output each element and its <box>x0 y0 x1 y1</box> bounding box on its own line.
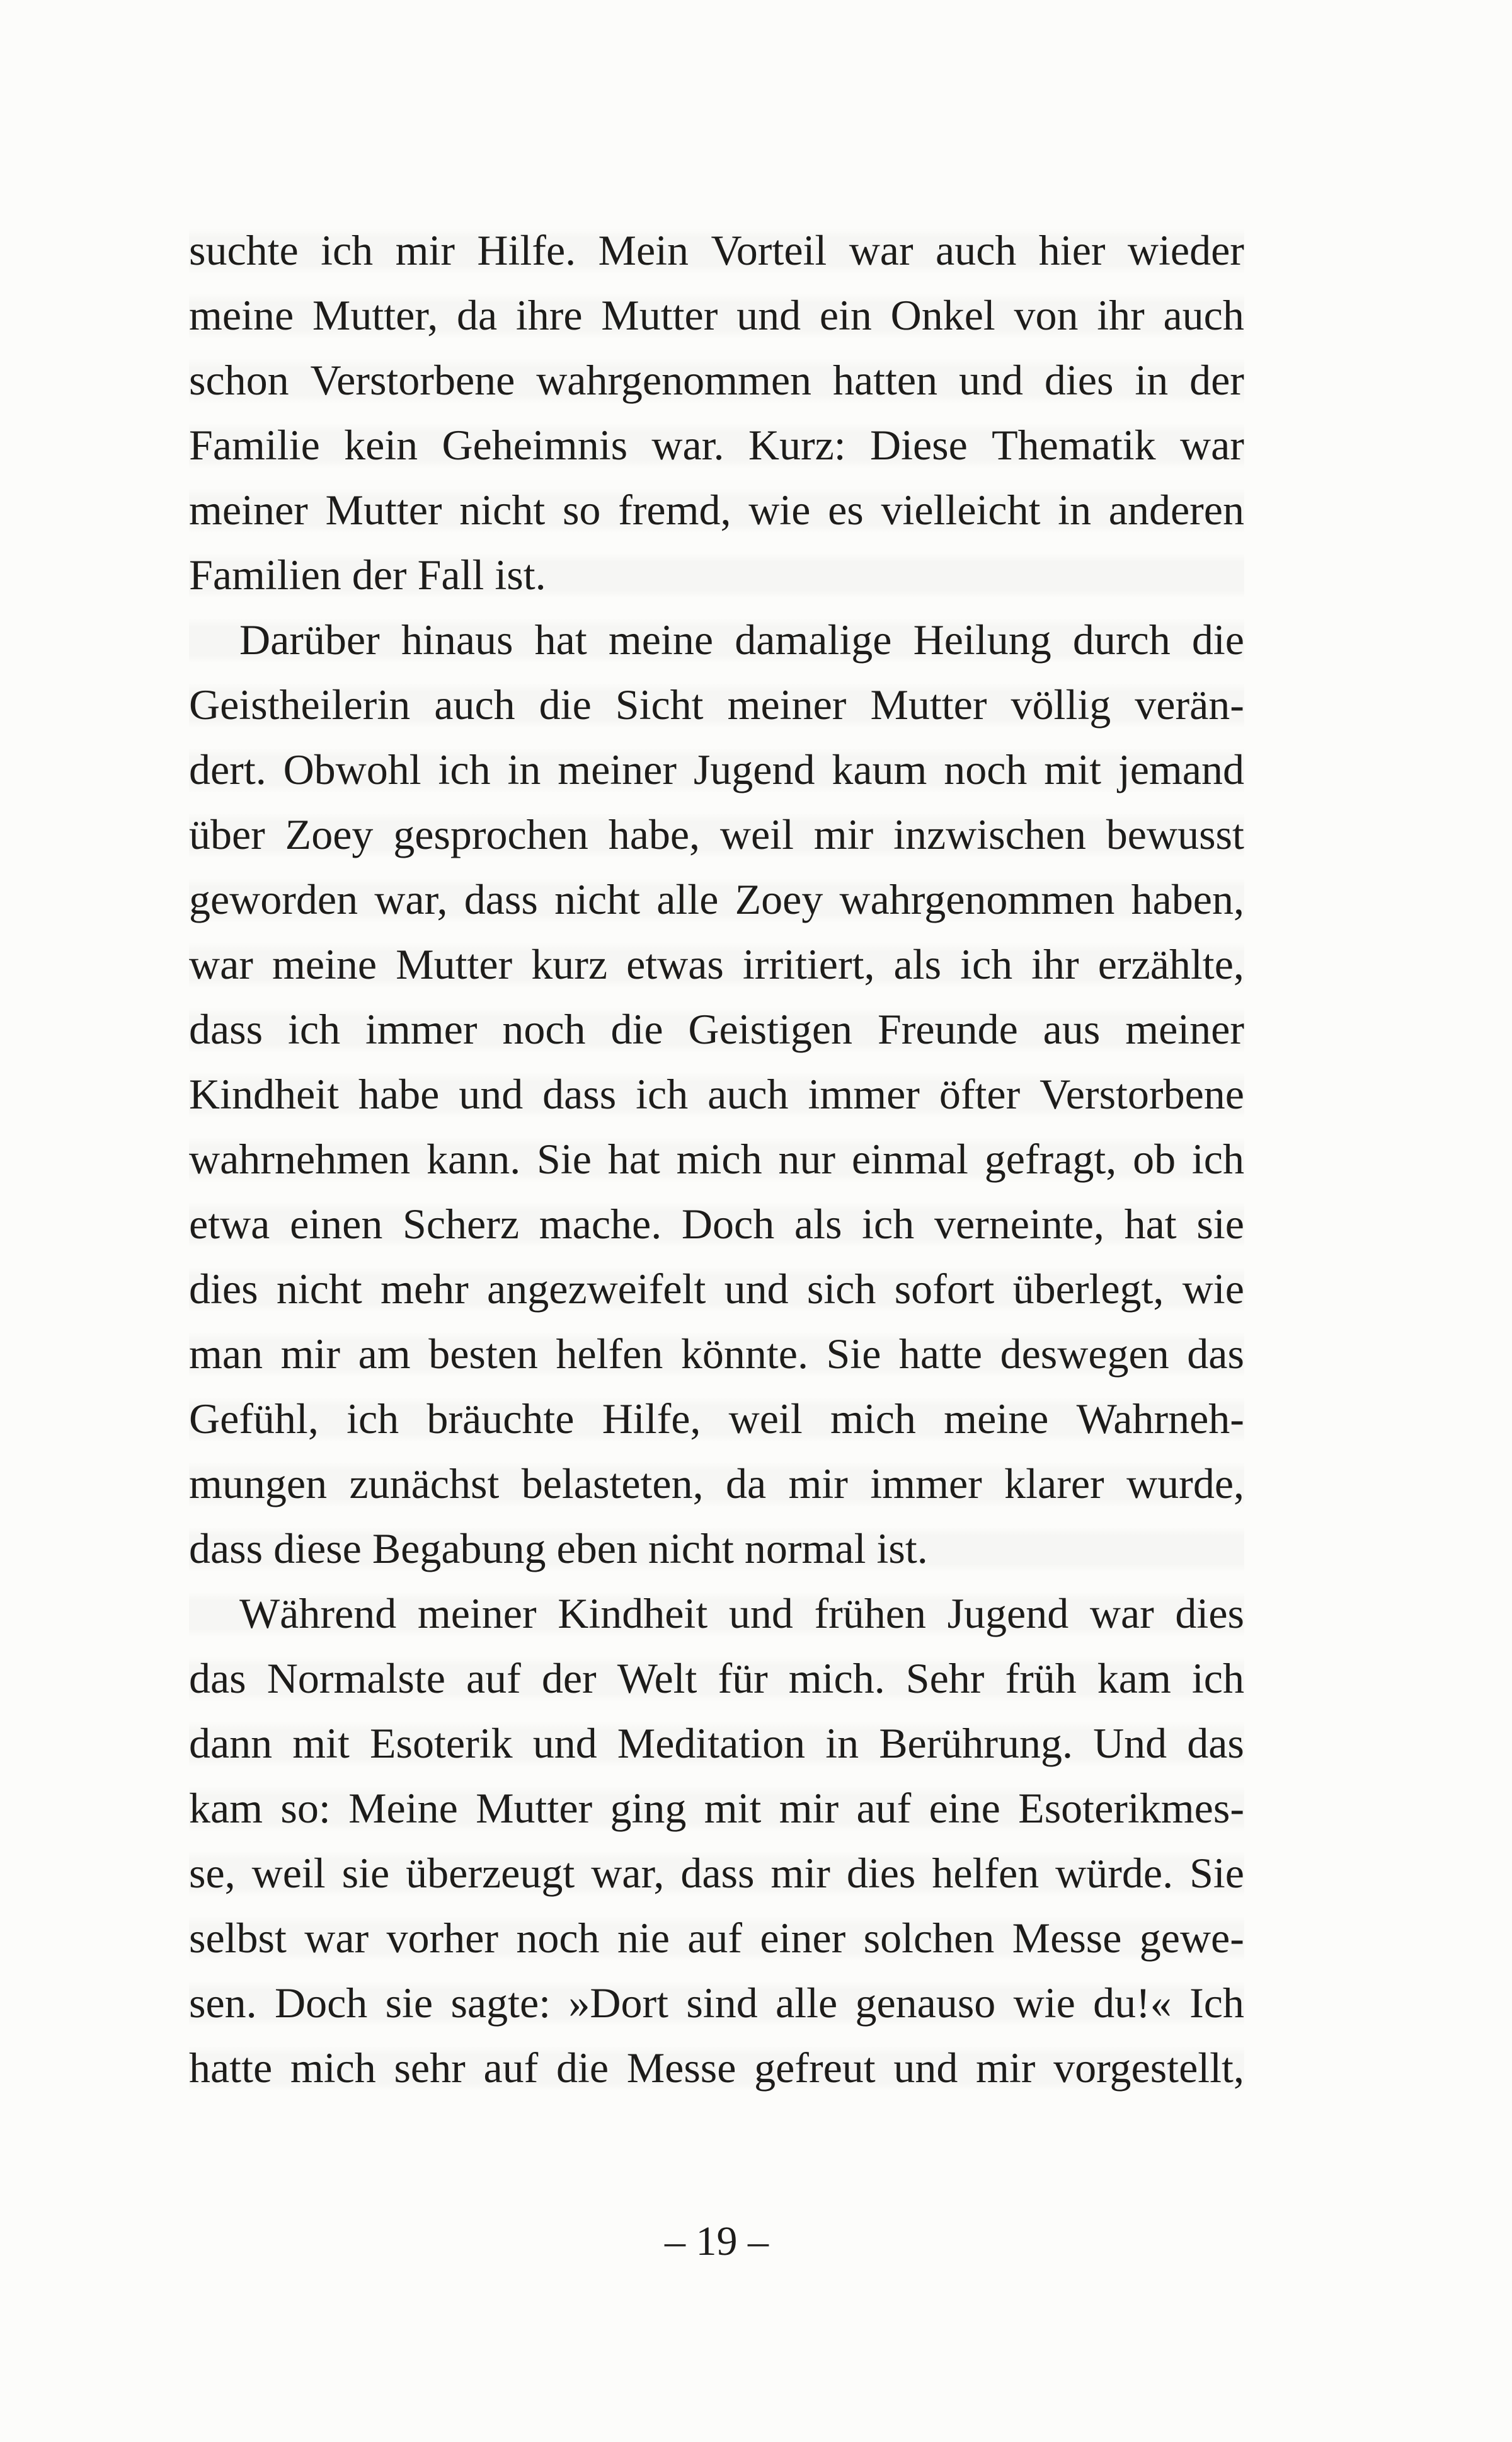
word: helfen <box>932 1849 1040 1897</box>
text-line <box>189 1192 1244 1257</box>
word: Verstorbene <box>310 356 515 404</box>
word: mit <box>1044 746 1101 793</box>
word: Wahrneh- <box>1076 1395 1244 1443</box>
word: öfter <box>939 1070 1021 1118</box>
word: frühen <box>814 1589 926 1637</box>
word: das <box>1187 1719 1244 1767</box>
word: war <box>189 940 253 988</box>
word: bräuchte <box>427 1395 575 1443</box>
text-line <box>189 1646 1244 1711</box>
word: überzeugt <box>406 1849 575 1897</box>
word: Mutter <box>325 486 442 534</box>
word: nur <box>778 1135 836 1183</box>
word: meiner <box>1125 1005 1244 1053</box>
word: würde. <box>1055 1849 1174 1897</box>
word: Kindheit <box>558 1589 708 1637</box>
word: war. <box>651 421 724 469</box>
word: besten <box>428 1330 538 1378</box>
word: auch <box>707 1070 789 1118</box>
word: kurz <box>531 940 608 988</box>
word: Geistheilerin <box>189 681 411 729</box>
word: Gefühl, <box>189 1395 319 1443</box>
word: einen <box>290 1200 383 1248</box>
word: kam <box>1097 1654 1171 1702</box>
word: war <box>1089 1589 1154 1637</box>
word: immer <box>870 1460 982 1507</box>
word: geworden <box>189 875 358 923</box>
word: dass <box>542 1070 617 1118</box>
word: wie <box>748 486 811 534</box>
word: nie <box>617 1914 670 1962</box>
word: alle <box>656 875 719 923</box>
word: »Dort <box>568 1979 669 2027</box>
word: Hilfe. <box>477 226 576 274</box>
word: mich <box>290 2044 376 2092</box>
word: mache. <box>539 1200 662 1248</box>
text-line <box>189 218 1244 283</box>
word: meine <box>272 940 377 988</box>
word: war <box>849 226 914 274</box>
text-line <box>189 737 1244 802</box>
word: dies <box>846 1849 916 1897</box>
word: meiner <box>189 486 308 534</box>
word: mir <box>770 1849 830 1897</box>
word: wahrgenommen <box>839 875 1115 923</box>
word: Esoterikmes- <box>1018 1784 1244 1832</box>
word: Jugend <box>947 1589 1069 1637</box>
word: Onkel <box>890 291 995 339</box>
word: mir <box>788 1460 848 1507</box>
word: Mein <box>598 226 689 274</box>
word: der <box>541 1654 597 1702</box>
word: und <box>893 2044 958 2092</box>
text-line <box>189 1257 1244 1322</box>
word: schon <box>189 356 289 404</box>
word: einer <box>760 1914 846 1962</box>
word: meiner <box>417 1589 537 1637</box>
word: meine <box>944 1395 1049 1443</box>
text-line <box>189 932 1244 997</box>
word: genauso <box>855 1979 996 2027</box>
word: ihr <box>1097 291 1145 339</box>
word: verän- <box>1135 681 1244 729</box>
word: und <box>724 1265 789 1313</box>
word: die <box>1191 616 1244 664</box>
word: mungen <box>189 1460 328 1507</box>
word: ich <box>288 1005 341 1053</box>
word: die <box>610 1005 663 1053</box>
word: auch <box>936 226 1017 274</box>
word: es <box>828 486 864 534</box>
word: Mutter <box>476 1784 593 1832</box>
word: das <box>1187 1330 1244 1378</box>
word: hatten <box>832 356 938 404</box>
word: einmal <box>851 1135 968 1183</box>
word: Jugend <box>693 746 815 793</box>
word: Diese <box>869 421 968 469</box>
word: dert. <box>189 746 266 793</box>
word: solchen <box>863 1914 995 1962</box>
text-line <box>189 283 1244 348</box>
word: kann. <box>427 1135 521 1183</box>
word: ihr <box>1031 940 1079 988</box>
word: mir <box>813 810 874 858</box>
word: als <box>893 940 942 988</box>
word: Ich <box>1189 1979 1244 2027</box>
word: mit <box>704 1784 762 1832</box>
word: Vorteil <box>711 226 827 274</box>
word: so: <box>280 1784 331 1832</box>
word: belasteten, <box>521 1460 704 1507</box>
word: hier <box>1038 226 1106 274</box>
word: Doch <box>274 1979 368 2027</box>
word: Mutter, <box>312 291 438 339</box>
word: Familie <box>189 421 320 469</box>
word: vorher <box>386 1914 498 1962</box>
word: über <box>189 810 265 858</box>
word: Mutter <box>601 291 718 339</box>
word: ich <box>862 1200 915 1248</box>
word: Geheimnis <box>442 421 628 469</box>
text-line <box>189 867 1244 932</box>
word: kein <box>344 421 418 469</box>
word: Mutter <box>396 940 513 988</box>
word: in <box>825 1719 859 1767</box>
word: jemand <box>1118 746 1244 793</box>
text-line <box>189 1322 1244 1386</box>
word: Obwohl <box>283 746 421 793</box>
text-line <box>189 1906 1244 1971</box>
word: weil <box>251 1849 326 1897</box>
text-line <box>189 2036 1244 2100</box>
word: weil <box>728 1395 803 1443</box>
word: meiner <box>727 681 847 729</box>
word: mich. <box>788 1654 885 1702</box>
word: gefreut <box>754 2044 876 2092</box>
text-line <box>189 413 1244 478</box>
word: ging <box>610 1784 687 1832</box>
text-line <box>189 997 1244 1062</box>
word: mir <box>395 226 455 274</box>
word: war, <box>591 1849 665 1897</box>
word: völlig <box>1011 681 1111 729</box>
word: mich <box>676 1135 762 1183</box>
text-line <box>189 1062 1244 1127</box>
text-line <box>189 1581 1244 1646</box>
word: in <box>1058 486 1092 534</box>
word: ich <box>960 940 1013 988</box>
word: hat <box>534 616 587 664</box>
word: selbst <box>189 1914 287 1962</box>
word: habe <box>358 1070 440 1118</box>
word: sich <box>806 1265 876 1313</box>
word: war <box>1179 421 1244 469</box>
word: inzwischen <box>893 810 1086 858</box>
word: sehr <box>394 2044 466 2092</box>
word: Sicht <box>615 681 704 729</box>
word: und <box>728 1589 793 1637</box>
word: Berührung. <box>879 1719 1074 1767</box>
word: da <box>456 291 498 339</box>
word: Esoterik <box>370 1719 513 1767</box>
word: verneinte, <box>934 1200 1104 1248</box>
text-line <box>189 608 1244 672</box>
text-line <box>189 478 1244 543</box>
word: klarer <box>1004 1460 1104 1507</box>
word: anderen <box>1108 486 1244 534</box>
word: mich <box>830 1395 916 1443</box>
word: ob <box>1133 1135 1176 1183</box>
word: auf <box>856 1784 912 1832</box>
word: dass <box>680 1849 755 1897</box>
word: hatte <box>189 2044 273 2092</box>
word: du!« <box>1093 1979 1172 2027</box>
word: ich <box>438 746 491 793</box>
word: se, <box>189 1849 236 1897</box>
word: irritiert, <box>742 940 875 988</box>
word: könnte. <box>680 1330 808 1378</box>
word: kaum <box>832 746 927 793</box>
word: war <box>304 1914 369 1962</box>
word: sofort <box>894 1265 995 1313</box>
word: vorgestellt, <box>1053 2044 1244 2092</box>
word: auf <box>483 2044 539 2092</box>
word: aus <box>1043 1005 1101 1053</box>
word: hatte <box>898 1330 983 1378</box>
word: noch <box>516 1914 600 1962</box>
word: deswegen <box>1000 1330 1169 1378</box>
text-block <box>189 218 1244 2100</box>
word: mir <box>280 1330 341 1378</box>
word: vielleicht <box>881 486 1041 534</box>
word: ich <box>346 1395 399 1443</box>
word: Sie <box>826 1330 881 1378</box>
word: angezweifelt <box>487 1265 706 1313</box>
text-line <box>189 1841 1244 1906</box>
word: damalige <box>735 616 892 664</box>
word: immer <box>365 1005 478 1053</box>
word: war, <box>374 875 448 923</box>
word: ein <box>819 291 872 339</box>
word: sie <box>1196 1200 1244 1248</box>
word: in <box>507 746 541 793</box>
word: noch <box>944 746 1028 793</box>
word: die <box>556 2044 609 2092</box>
word: ich <box>1191 1135 1244 1183</box>
word: wie <box>1182 1265 1244 1313</box>
word: wahrgenommen <box>536 356 812 404</box>
word: gewe- <box>1139 1914 1244 1962</box>
word: bewusst <box>1106 810 1244 858</box>
word: gesprochen <box>393 810 588 858</box>
text-line <box>189 1451 1244 1516</box>
word: die <box>539 681 592 729</box>
text-line <box>189 1127 1244 1192</box>
word: dies <box>1175 1589 1244 1637</box>
paragraph <box>189 218 1244 608</box>
word: wahrnehmen <box>189 1135 411 1183</box>
word: etwa <box>189 1200 270 1248</box>
word: zunächst <box>349 1460 500 1507</box>
word: nicht <box>459 486 546 534</box>
word: Freunde <box>877 1005 1018 1053</box>
word: Geistigen <box>688 1005 853 1053</box>
word: am <box>358 1330 411 1378</box>
word: und <box>532 1719 597 1767</box>
word: sagte: <box>450 1979 551 2027</box>
word: Meditation <box>617 1719 806 1767</box>
text-line <box>189 1776 1244 1841</box>
word: auf <box>466 1654 521 1702</box>
text-line <box>189 1386 1244 1451</box>
text-line <box>189 802 1244 867</box>
word: man <box>189 1330 263 1378</box>
word: wurde, <box>1126 1460 1244 1507</box>
word: etwas <box>626 940 724 988</box>
word: und <box>959 356 1023 404</box>
word: Scherz <box>403 1200 520 1248</box>
word: ihre <box>515 291 583 339</box>
word: durch <box>1072 616 1171 664</box>
word: noch <box>502 1005 586 1053</box>
word: auf <box>687 1914 743 1962</box>
word: helfen <box>556 1330 663 1378</box>
word: Messe <box>626 2044 736 2092</box>
word: haben, <box>1131 875 1244 923</box>
word: meine <box>608 616 714 664</box>
word: Sie <box>1189 1849 1244 1897</box>
word: alle <box>776 1979 838 2027</box>
word: meine <box>189 291 294 339</box>
word: Kurz: <box>748 421 846 469</box>
word: in <box>1135 356 1169 404</box>
word: überlegt, <box>1012 1265 1164 1313</box>
word: als <box>794 1200 842 1248</box>
word: eine <box>929 1784 1000 1832</box>
paragraph <box>189 1581 1244 2100</box>
word: dass <box>189 1005 263 1053</box>
word: Thematik <box>992 421 1156 469</box>
word: Sehr <box>905 1654 985 1702</box>
word: Zoey <box>735 875 823 923</box>
word: erzählte, <box>1097 940 1244 988</box>
text-line <box>189 348 1244 413</box>
word: nicht <box>276 1265 362 1313</box>
word: dass <box>464 875 538 923</box>
word: dies <box>1044 356 1114 404</box>
text-line: Familien der Fall ist. <box>189 543 1244 608</box>
word: das <box>189 1654 246 1702</box>
word: Kindheit <box>189 1070 339 1118</box>
word: weil <box>719 810 794 858</box>
word: sie <box>385 1979 433 2027</box>
paragraph <box>189 608 1244 1581</box>
word: und <box>736 291 801 339</box>
word: auch <box>1163 291 1244 339</box>
word: immer <box>808 1070 920 1118</box>
word: hinaus <box>401 616 513 664</box>
word: und <box>459 1070 524 1118</box>
text-line <box>189 1711 1244 1776</box>
text-line <box>189 672 1244 737</box>
word: Und <box>1093 1719 1167 1767</box>
word: wie <box>1013 1979 1075 2027</box>
word: der <box>1189 356 1244 404</box>
word: da <box>725 1460 767 1507</box>
word: mit <box>292 1719 350 1767</box>
word: Messe <box>1012 1914 1122 1962</box>
word: sind <box>686 1979 758 2027</box>
word: Heilung <box>913 616 1051 664</box>
word: Welt <box>617 1654 697 1702</box>
page-number: – 19 – <box>665 2218 769 2264</box>
word: Doch <box>681 1200 775 1248</box>
text-line <box>189 1971 1244 2036</box>
word: suchte <box>189 226 299 274</box>
word: Mutter <box>870 681 987 729</box>
word: für <box>718 1654 768 1702</box>
word: mir <box>779 1784 839 1832</box>
word: dann <box>189 1719 273 1767</box>
word: Meine <box>348 1784 458 1832</box>
word: gefragt, <box>984 1135 1117 1183</box>
word: Darüber <box>239 616 380 664</box>
word: von <box>1014 291 1079 339</box>
word: Zoey <box>285 810 374 858</box>
word: kam <box>189 1784 263 1832</box>
word: sie <box>341 1849 390 1897</box>
word: hat <box>1124 1200 1177 1248</box>
word: sen. <box>189 1979 257 2027</box>
word: Normalste <box>266 1654 445 1702</box>
word: früh <box>1005 1654 1077 1702</box>
word: fremd, <box>618 486 731 534</box>
word: ich <box>1191 1654 1244 1702</box>
word: dies <box>189 1265 258 1313</box>
word: nicht <box>554 875 641 923</box>
word: so <box>562 486 601 534</box>
text-line: dass diese Begabung eben nicht normal ist. <box>189 1516 1244 1581</box>
word: wieder <box>1127 226 1244 274</box>
word: meiner <box>558 746 677 793</box>
word: hat <box>607 1135 660 1183</box>
word: Während <box>239 1589 397 1637</box>
word: ich <box>321 226 374 274</box>
word: auch <box>434 681 515 729</box>
word: mehr <box>381 1265 469 1313</box>
word: Verstorbene <box>1040 1070 1244 1118</box>
word: habe, <box>608 810 701 858</box>
word: ich <box>636 1070 689 1118</box>
word: Sie <box>537 1135 592 1183</box>
word: mir <box>976 2044 1036 2092</box>
word: Hilfe, <box>602 1395 701 1443</box>
